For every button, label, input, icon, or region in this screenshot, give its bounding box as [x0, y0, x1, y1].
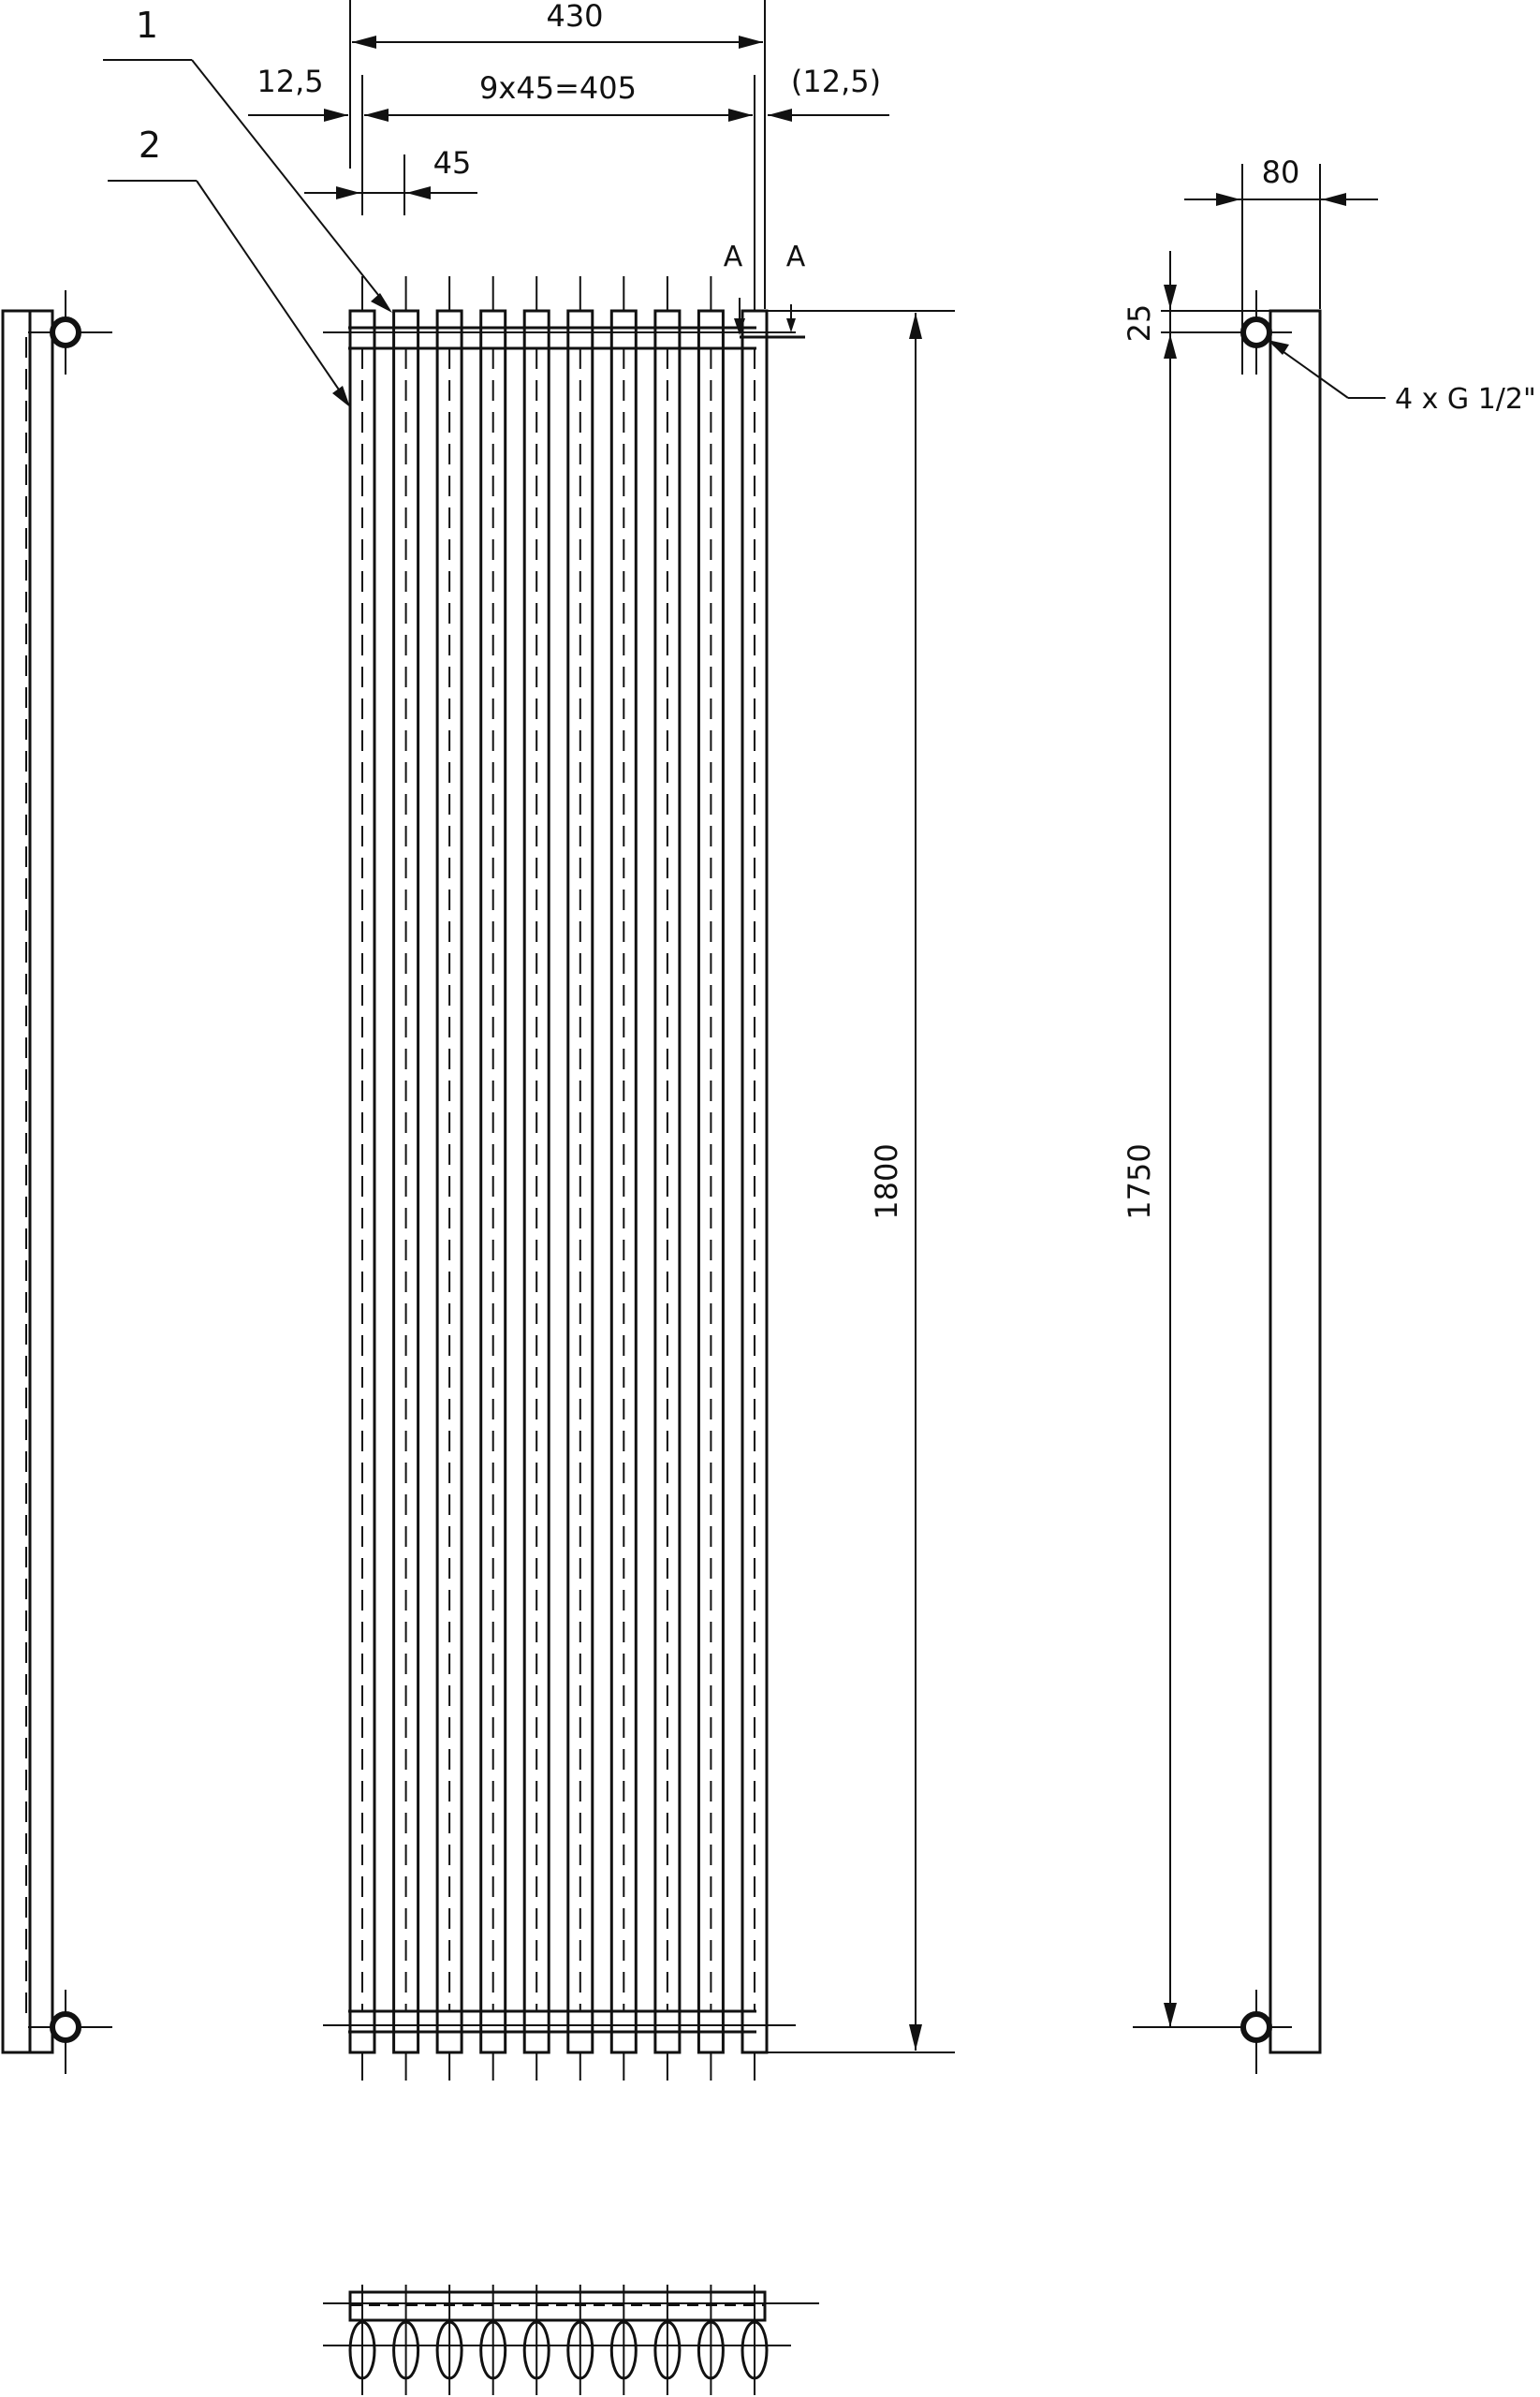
- dim-pitch-total: 9x45=405: [479, 70, 637, 106]
- connection-icon: [1243, 319, 1269, 346]
- radiator-section: [524, 276, 549, 2081]
- radiator-section: [698, 276, 723, 2081]
- plan-section: [611, 2285, 636, 2395]
- front-view: [323, 241, 806, 2081]
- leader-2-label: 2: [138, 125, 162, 166]
- radiator-sections: [350, 276, 767, 2081]
- connection-icon: [52, 2014, 79, 2040]
- dim-height-centers: 1750: [1122, 1143, 1157, 1220]
- section-a-right-label: A: [785, 241, 806, 273]
- radiator-section: [611, 276, 636, 2081]
- dim-top-offset: 25: [1122, 303, 1157, 343]
- dim-height-overall: 1800: [869, 1143, 904, 1220]
- plan-section: [437, 2285, 462, 2395]
- section-a-left-label: A: [723, 241, 743, 273]
- connection-spec-label: 4 x G 1/2": [1395, 383, 1536, 416]
- plan-section: [481, 2285, 506, 2395]
- connection-icon: [1243, 2014, 1269, 2040]
- plan-section: [698, 2285, 723, 2395]
- radiator-section: [350, 276, 374, 2081]
- dim-pitch: 45: [433, 145, 472, 181]
- radiator-section: [568, 276, 593, 2081]
- right-view-body: [1270, 311, 1320, 2052]
- radiator-section: [394, 276, 418, 2081]
- dim-overall-width: 430: [546, 0, 604, 34]
- left-side-view: [3, 290, 112, 2074]
- plan-section: [394, 2285, 418, 2395]
- dim-edge-right: (12,5): [790, 64, 882, 99]
- bottom-plan-view: [323, 2285, 819, 2395]
- plan-section: [568, 2285, 593, 2395]
- height-dimension: [758, 311, 955, 2052]
- leader-1-label: 1: [135, 5, 159, 46]
- radiator-section: [742, 276, 767, 2081]
- plan-section: [742, 2285, 767, 2395]
- plan-section: [524, 2285, 549, 2395]
- plan-sections: [350, 2285, 767, 2395]
- connection-icon: [52, 319, 79, 346]
- plan-section: [655, 2285, 680, 2395]
- plan-section: [350, 2285, 374, 2395]
- dim-edge-left: 12,5: [257, 64, 324, 99]
- left-view-body: [3, 311, 52, 2052]
- dim-depth: 80: [1261, 154, 1300, 190]
- radiator-section: [655, 276, 680, 2081]
- radiator-section: [437, 276, 462, 2081]
- right-side-view: [1122, 154, 1536, 2074]
- radiator-section: [481, 276, 506, 2081]
